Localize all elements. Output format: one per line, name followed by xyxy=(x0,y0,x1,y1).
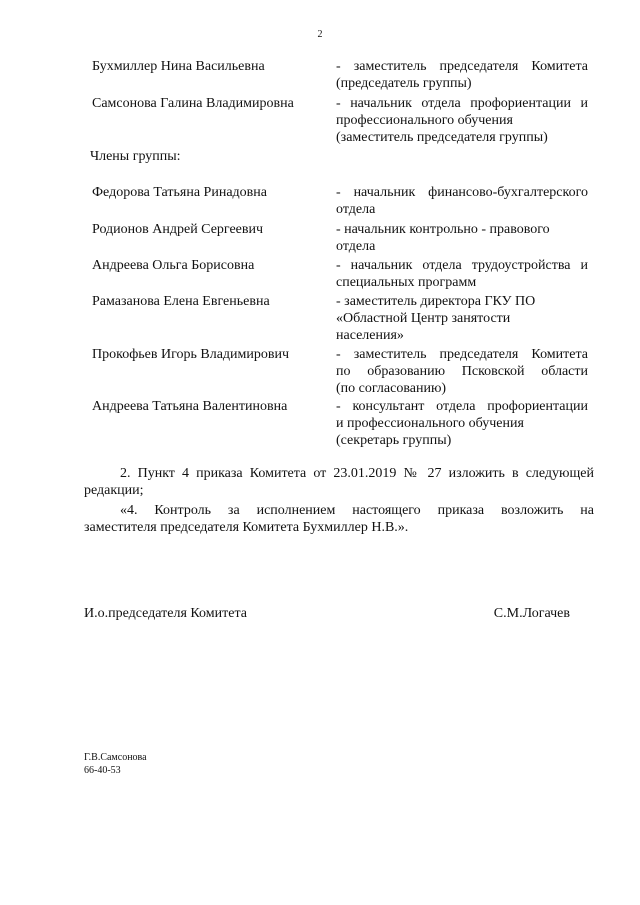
paragraph-line: редакции; xyxy=(84,483,144,498)
members-heading: Члены группы: xyxy=(90,149,181,164)
role-line: профессионального обучения xyxy=(336,113,513,128)
role-line: и профессионального обучения xyxy=(336,416,524,431)
role-line: «Областной Центр занятости xyxy=(336,311,511,326)
role-line: - начальник отдела трудоустройства и xyxy=(336,258,588,273)
person-role xyxy=(336,221,588,255)
person-role xyxy=(336,58,588,92)
role-line: - заместитель председателя Комитета xyxy=(336,347,588,362)
person-name: Андреева Ольга Борисовна xyxy=(92,258,255,273)
role-line: по образованию Псковской области xyxy=(336,364,588,379)
role-line: (председатель группы) xyxy=(336,76,472,91)
role-line: (по согласованию) xyxy=(336,381,447,396)
role-line: - заместитель председателя Комитета xyxy=(336,59,588,74)
role-line: отдела xyxy=(336,239,376,254)
paragraph-line: 2. Пункт 4 приказа Комитета от 23.01.2019 № 27 изложить в следующей xyxy=(120,466,594,481)
author-name: Г.В.Самсонова xyxy=(84,752,147,763)
role-line: - консультант отдела профориентации xyxy=(336,399,588,414)
paragraph-line: «4. Контроль за исполнением настоящего приказа возложить на xyxy=(120,503,594,518)
role-line: - начальник отдела профориентации и xyxy=(336,96,588,111)
author-phone: 66-40-53 xyxy=(84,765,121,776)
role-line: (секретарь группы) xyxy=(336,433,452,448)
role-line: - начальник финансово-бухгалтерского xyxy=(336,185,588,200)
signatory-title: И.о.председателя Комитета xyxy=(84,606,247,621)
person-role xyxy=(336,293,588,344)
person-role xyxy=(336,346,588,397)
person-name: Федорова Татьяна Ринадовна xyxy=(92,185,267,200)
person-role xyxy=(336,257,588,291)
paragraph-item-2 xyxy=(84,465,594,499)
role-line: (заместитель председателя группы) xyxy=(336,130,548,145)
paragraph-line: заместителя председателя Комитета Бухмиллер Н.В.». xyxy=(84,520,409,535)
role-line: - начальник контрольно - правового xyxy=(336,222,550,237)
person-role xyxy=(336,95,588,146)
person-role xyxy=(336,184,588,218)
role-line: - заместитель директора ГКУ ПО xyxy=(336,294,536,309)
person-role xyxy=(336,398,588,449)
role-line: населения» xyxy=(336,328,404,343)
role-line: специальных программ xyxy=(336,275,477,290)
signatory-name: С.М.Логачев xyxy=(493,606,570,621)
person-name: Андреева Татьяна Валентиновна xyxy=(92,399,288,414)
page-number: 2 xyxy=(317,29,323,40)
person-name: Самсонова Галина Владимировна xyxy=(92,96,294,111)
person-name: Родионов Андрей Сергеевич xyxy=(92,222,264,237)
person-name: Прокофьев Игорь Владимирович xyxy=(92,347,290,362)
role-line: отдела xyxy=(336,202,376,217)
person-name: Бухмиллер Нина Васильевна xyxy=(92,59,265,74)
paragraph-quote xyxy=(84,502,594,536)
person-name: Рамазанова Елена Евгеньевна xyxy=(92,294,270,309)
